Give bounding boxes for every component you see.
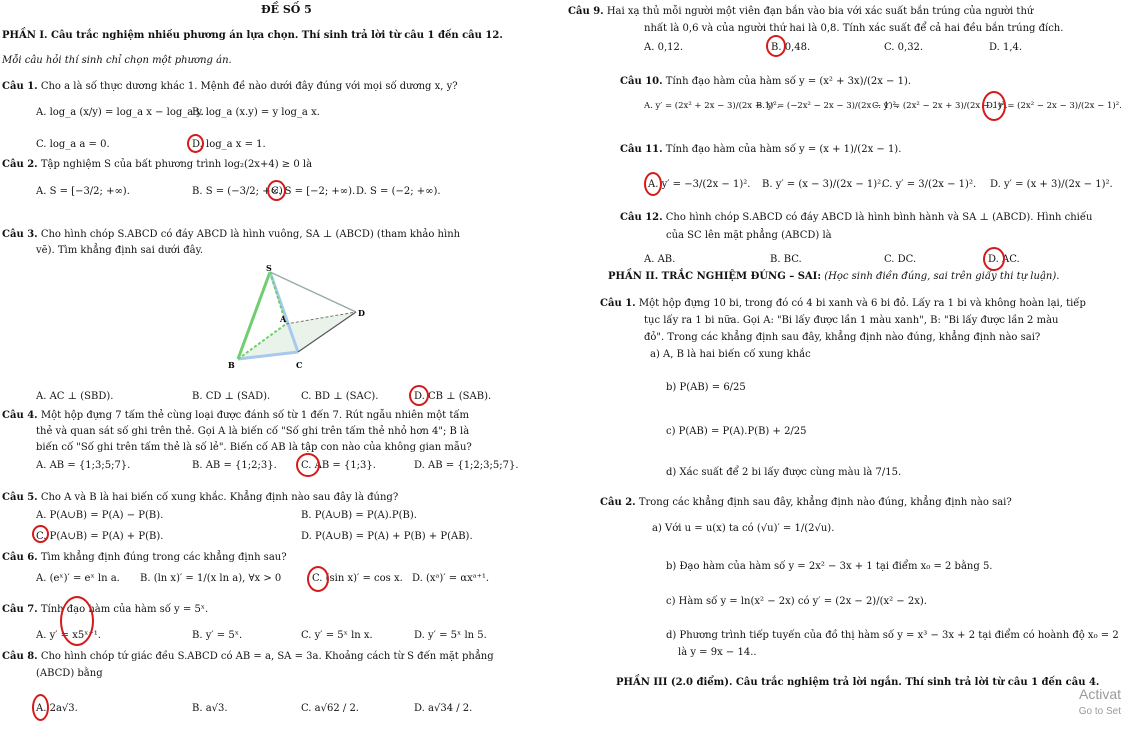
q11-option-b[interactable]: B. y′ = (x − 3)/(2x − 1)². bbox=[762, 179, 885, 190]
answer-mark-circle bbox=[60, 596, 94, 646]
q6-option-b[interactable]: B. (ln x)′ = 1/(x ln a), ∀x > 0 bbox=[140, 573, 282, 584]
q12-line2: của SC lên mặt phẳng (ABCD) là bbox=[666, 230, 832, 241]
label-c: C bbox=[296, 360, 303, 370]
q6-option-a[interactable]: A. (eˣ)′ = eˣ ln a. bbox=[36, 573, 120, 584]
q9-option-c[interactable]: C. 0,32. bbox=[884, 42, 924, 53]
q7-option-c[interactable]: C. y′ = 5ˣ ln x. bbox=[301, 630, 373, 641]
q1-option-d[interactable]: D. log_a x = 1. bbox=[192, 139, 266, 150]
q3-option-d[interactable]: D. CB ⊥ (SAB). bbox=[414, 391, 492, 402]
q6-line: Câu 6. Tìm khẳng định đúng trong các khẳng định sau? bbox=[2, 552, 287, 563]
q7-line: Câu 7. Tính đạo hàm của hàm số y = 5ˣ. bbox=[2, 604, 209, 615]
q3-line: Câu 3. Cho hình chóp S.ABCD có đáy ABCD là hình vuông, SA ⊥ (ABCD) (tham khảo hình bbox=[2, 229, 461, 240]
q7-option-b[interactable]: B. y′ = 5ˣ. bbox=[192, 630, 243, 641]
p2q2-line: Câu 2. Trong các khẳng định sau đây, khẳng định nào đúng, khẳng định nào sai? bbox=[600, 497, 1012, 508]
answer-mark-circle bbox=[32, 694, 49, 721]
p2q1-line3: đỏ". Trong các khẳng định sau đây, khẳng định nào đúng, khẳng định nào sai? bbox=[644, 332, 1041, 343]
q4-option-c[interactable]: C. AB = {1;3}. bbox=[301, 460, 376, 471]
q1-option-a[interactable]: A. log_a (x/y) = log_a x − log_a y. bbox=[36, 107, 204, 118]
pyramid-figure bbox=[228, 264, 368, 374]
q5-option-d[interactable]: D. P(A∪B) = P(A) + P(B) + P(AB). bbox=[301, 531, 473, 542]
exam-title: ĐỀ SỐ 5 bbox=[261, 3, 312, 16]
p2q1-statement-b[interactable]: b) P(AB) = 6/25 bbox=[666, 382, 746, 393]
right-column bbox=[566, 0, 1125, 729]
q9-line: Câu 9. Hai xạ thủ mỗi người một viên đạn bắn vào bia với xác suất bắn trúng của người thứ bbox=[568, 6, 1034, 17]
q5-option-c[interactable]: C. P(A∪B) = P(A) + P(B). bbox=[36, 531, 164, 542]
q12-option-b[interactable]: B. BC. bbox=[770, 254, 802, 265]
label-d: D bbox=[358, 308, 365, 318]
q3-line2: vẽ). Tìm khẳng định sai dưới đây. bbox=[36, 245, 204, 256]
q5-option-b[interactable]: B. P(A∪B) = P(A).P(B). bbox=[301, 510, 417, 521]
p2q2-statement-d[interactable]: d) Phương trình tiếp tuyến của đồ thị hàm số y = x³ − 3x + 2 tại điểm có hoành độ x₀ = 2 bbox=[666, 630, 1119, 641]
q5-line: Câu 5. Cho A và B là hai biến cố xung khắc. Khẳng định nào sau đây là đúng? bbox=[2, 492, 399, 503]
q12-line: Câu 12. Cho hình chóp S.ABCD có đáy ABCD là hình bình hành và SA ⊥ (ABCD). Hình chiếu bbox=[620, 212, 1093, 223]
label-b: B bbox=[228, 360, 235, 370]
q4-line2: thẻ và quan sát số ghi trên thẻ. Gọi A là biến cố "Số ghi trên tấm thẻ nhỏ hơn 4"; B là bbox=[36, 426, 470, 437]
activation-watermark-subtext: Go to Set bbox=[1078, 706, 1121, 717]
q11-option-a[interactable]: A. y′ = −3/(2x − 1)². bbox=[648, 179, 751, 190]
q3-option-c[interactable]: C. BD ⊥ (SAC). bbox=[301, 391, 379, 402]
q9-line2: nhất là 0,6 và của người thứ hai là 0,8. Tính xác suất để cả hai đều bắn trúng đích. bbox=[644, 23, 1064, 34]
part1-note: Mỗi câu hỏi thí sinh chỉ chọn một phương án. bbox=[2, 55, 232, 66]
q2-option-c[interactable]: C. S = [−2; +∞). bbox=[271, 186, 356, 197]
q12-option-a[interactable]: A. AB. bbox=[644, 254, 676, 265]
label-a: A bbox=[280, 314, 287, 324]
q9-option-d[interactable]: D. 1,4. bbox=[989, 42, 1023, 53]
q12-option-c[interactable]: C. DC. bbox=[884, 254, 917, 265]
p2q1-line: Câu 1. Một hộp đựng 10 bi, trong đó có 4 bi xanh và 6 bi đỏ. Lấy ra 1 bi và không hoàn lại, tiếp bbox=[600, 298, 1086, 309]
q10-option-d[interactable]: D. y′ = (2x² − 2x − 3)/(2x − 1)². bbox=[986, 101, 1122, 111]
p2q1-statement-c[interactable]: c) P(AB) = P(A).P(B) + 2/25 bbox=[666, 426, 807, 437]
q2-option-a[interactable]: A. S = [−3/2; +∞). bbox=[36, 186, 130, 197]
q4-option-d[interactable]: D. AB = {1;2;3;5;7}. bbox=[414, 460, 519, 471]
q3-option-a[interactable]: A. AC ⊥ (SBD). bbox=[36, 391, 114, 402]
q8-option-b[interactable]: B. a√3. bbox=[192, 703, 228, 714]
p2q2-statement-b[interactable]: b) Đạo hàm của hàm số y = 2x² − 3x + 1 tại điểm x₀ = 2 bằng 5. bbox=[666, 561, 993, 572]
q8-option-c[interactable]: C. a√62 / 2. bbox=[301, 703, 359, 714]
q12-option-d[interactable]: D. AC. bbox=[988, 254, 1020, 265]
q2-option-b[interactable]: B. S = (−3/2; +∞). bbox=[192, 186, 287, 197]
q4-option-a[interactable]: A. AB = {1;3;5;7}. bbox=[36, 460, 131, 471]
answer-mark-circle bbox=[267, 180, 286, 201]
p2q1-line2: tục lấy ra 1 bi nữa. Gọi A: "Bi lấy được lần 1 màu xanh", B: "Bi lấy được lần 2 màu bbox=[644, 315, 1059, 326]
q4-line: Câu 4. Một hộp đựng 7 tấm thẻ cùng loại được đánh số từ 1 đến 7. Rút ngẫu nhiên một tấm bbox=[2, 410, 469, 421]
p2q1-statement-d[interactable]: d) Xác suất để 2 bi lấy được cùng màu là 7/15. bbox=[666, 467, 902, 478]
q9-option-a[interactable]: A. 0,12. bbox=[644, 42, 684, 53]
q6-option-d[interactable]: D. (xᵃ)′ = αxᵃ⁺¹. bbox=[412, 573, 490, 584]
q6-option-c[interactable]: C. (sin x)′ = cos x. bbox=[312, 573, 403, 584]
answer-mark-circle bbox=[187, 134, 204, 153]
q9-option-b[interactable]: B. 0,48. bbox=[771, 42, 811, 53]
q1-option-c[interactable]: C. log_a a = 0. bbox=[36, 139, 110, 150]
q7-option-d[interactable]: D. y′ = 5ˣ ln 5. bbox=[414, 630, 487, 641]
q7-option-a[interactable]: A. y′ = x5ˣ⁻¹. bbox=[36, 630, 101, 641]
q3-option-b[interactable]: B. CD ⊥ (SAD). bbox=[192, 391, 271, 402]
part1-heading: PHẦN I. Câu trắc nghiệm nhiều phương án lựa chọn. Thí sinh trả lời từ câu 1 đến câu 12. bbox=[2, 30, 503, 41]
q11-option-c[interactable]: C. y′ = 3/(2x − 1)². bbox=[882, 179, 977, 190]
q10-option-b[interactable]: B. y′ = (−2x² − 2x − 3)/(2x − 1)². bbox=[756, 101, 899, 111]
answer-mark-circle bbox=[296, 453, 320, 477]
activation-watermark: Activat bbox=[1078, 686, 1121, 702]
q8-line: Câu 8. Cho hình chóp tứ giác đều S.ABCD có AB = a, SA = 3a. Khoảng cách từ S đến mặt phẳng bbox=[2, 651, 494, 662]
answer-mark-circle bbox=[409, 385, 429, 406]
q2-line: Câu 2. Tập nghiệm S của bất phương trình log₂(2x+4) ≥ 0 là bbox=[2, 159, 313, 170]
q1-option-b[interactable]: B. log_a (x.y) = y log_a x. bbox=[192, 107, 320, 118]
q10-line: Câu 10. Tính đạo hàm của hàm số y = (x² + 3x)/(2x − 1). bbox=[620, 76, 912, 87]
q10-option-a[interactable]: A. y′ = (2x² + 2x − 3)/(2x − 1)². bbox=[644, 101, 780, 111]
answer-mark-circle bbox=[983, 247, 1005, 271]
answer-mark-circle bbox=[32, 525, 49, 543]
q8-option-d[interactable]: D. a√34 / 2. bbox=[414, 703, 473, 714]
p2q2-statement-d-cont: là y = 9x − 14.. bbox=[678, 647, 757, 658]
answer-mark-circle bbox=[307, 566, 329, 592]
label-s: S bbox=[266, 264, 272, 273]
answer-mark-circle bbox=[766, 35, 786, 57]
p2q1-statement-a[interactable]: a) A, B là hai biến cố xung khắc bbox=[650, 349, 811, 360]
q8-option-a[interactable]: A. 2a√3. bbox=[36, 703, 78, 714]
q2-option-d[interactable]: D. S = (−2; +∞). bbox=[356, 186, 441, 197]
q4-line3: biến cố "Số ghi trên tấm thẻ là số lẻ". Biến cố AB là tập con nào của không gian mẫu? bbox=[36, 442, 472, 453]
p2q2-statement-a[interactable]: a) Với u = u(x) ta có (√u)′ = 1/(2√u). bbox=[652, 523, 835, 534]
q11-option-d[interactable]: D. y′ = (x + 3)/(2x − 1)². bbox=[990, 179, 1113, 190]
answer-mark-circle bbox=[982, 91, 1006, 121]
q8-line2: (ABCD) bằng bbox=[36, 668, 103, 679]
answer-mark-circle bbox=[644, 172, 662, 196]
p2q2-statement-c[interactable]: c) Hàm số y = ln(x² − 2x) có y′ = (2x − 2)/(x² − 2x). bbox=[666, 596, 927, 607]
part3-heading: PHẦN III (2.0 điểm). Câu trắc nghiệm trả lời ngắn. Thí sinh trả lời từ câu 1 đến câu 4. bbox=[616, 677, 1100, 688]
q5-option-a[interactable]: A. P(A∪B) = P(A) − P(B). bbox=[36, 510, 164, 521]
part2-heading: PHẦN II. TRẮC NGHIỆM ĐÚNG – SAI: (Học sinh điền đúng, sai trên giấy thi tự luận). bbox=[608, 271, 1060, 282]
q10-option-c[interactable]: C. y′ = (2x² − 2x + 3)/(2x − 1)². bbox=[872, 101, 1008, 111]
q1-line: Câu 1. Cho a là số thực dương khác 1. Mệnh đề nào dưới đây đúng với mọi số dương x, y? bbox=[2, 81, 458, 92]
q11-line: Câu 11. Tính đạo hàm của hàm số y = (x + 1)/(2x − 1). bbox=[620, 144, 902, 155]
q4-option-b[interactable]: B. AB = {1;2;3}. bbox=[192, 460, 277, 471]
